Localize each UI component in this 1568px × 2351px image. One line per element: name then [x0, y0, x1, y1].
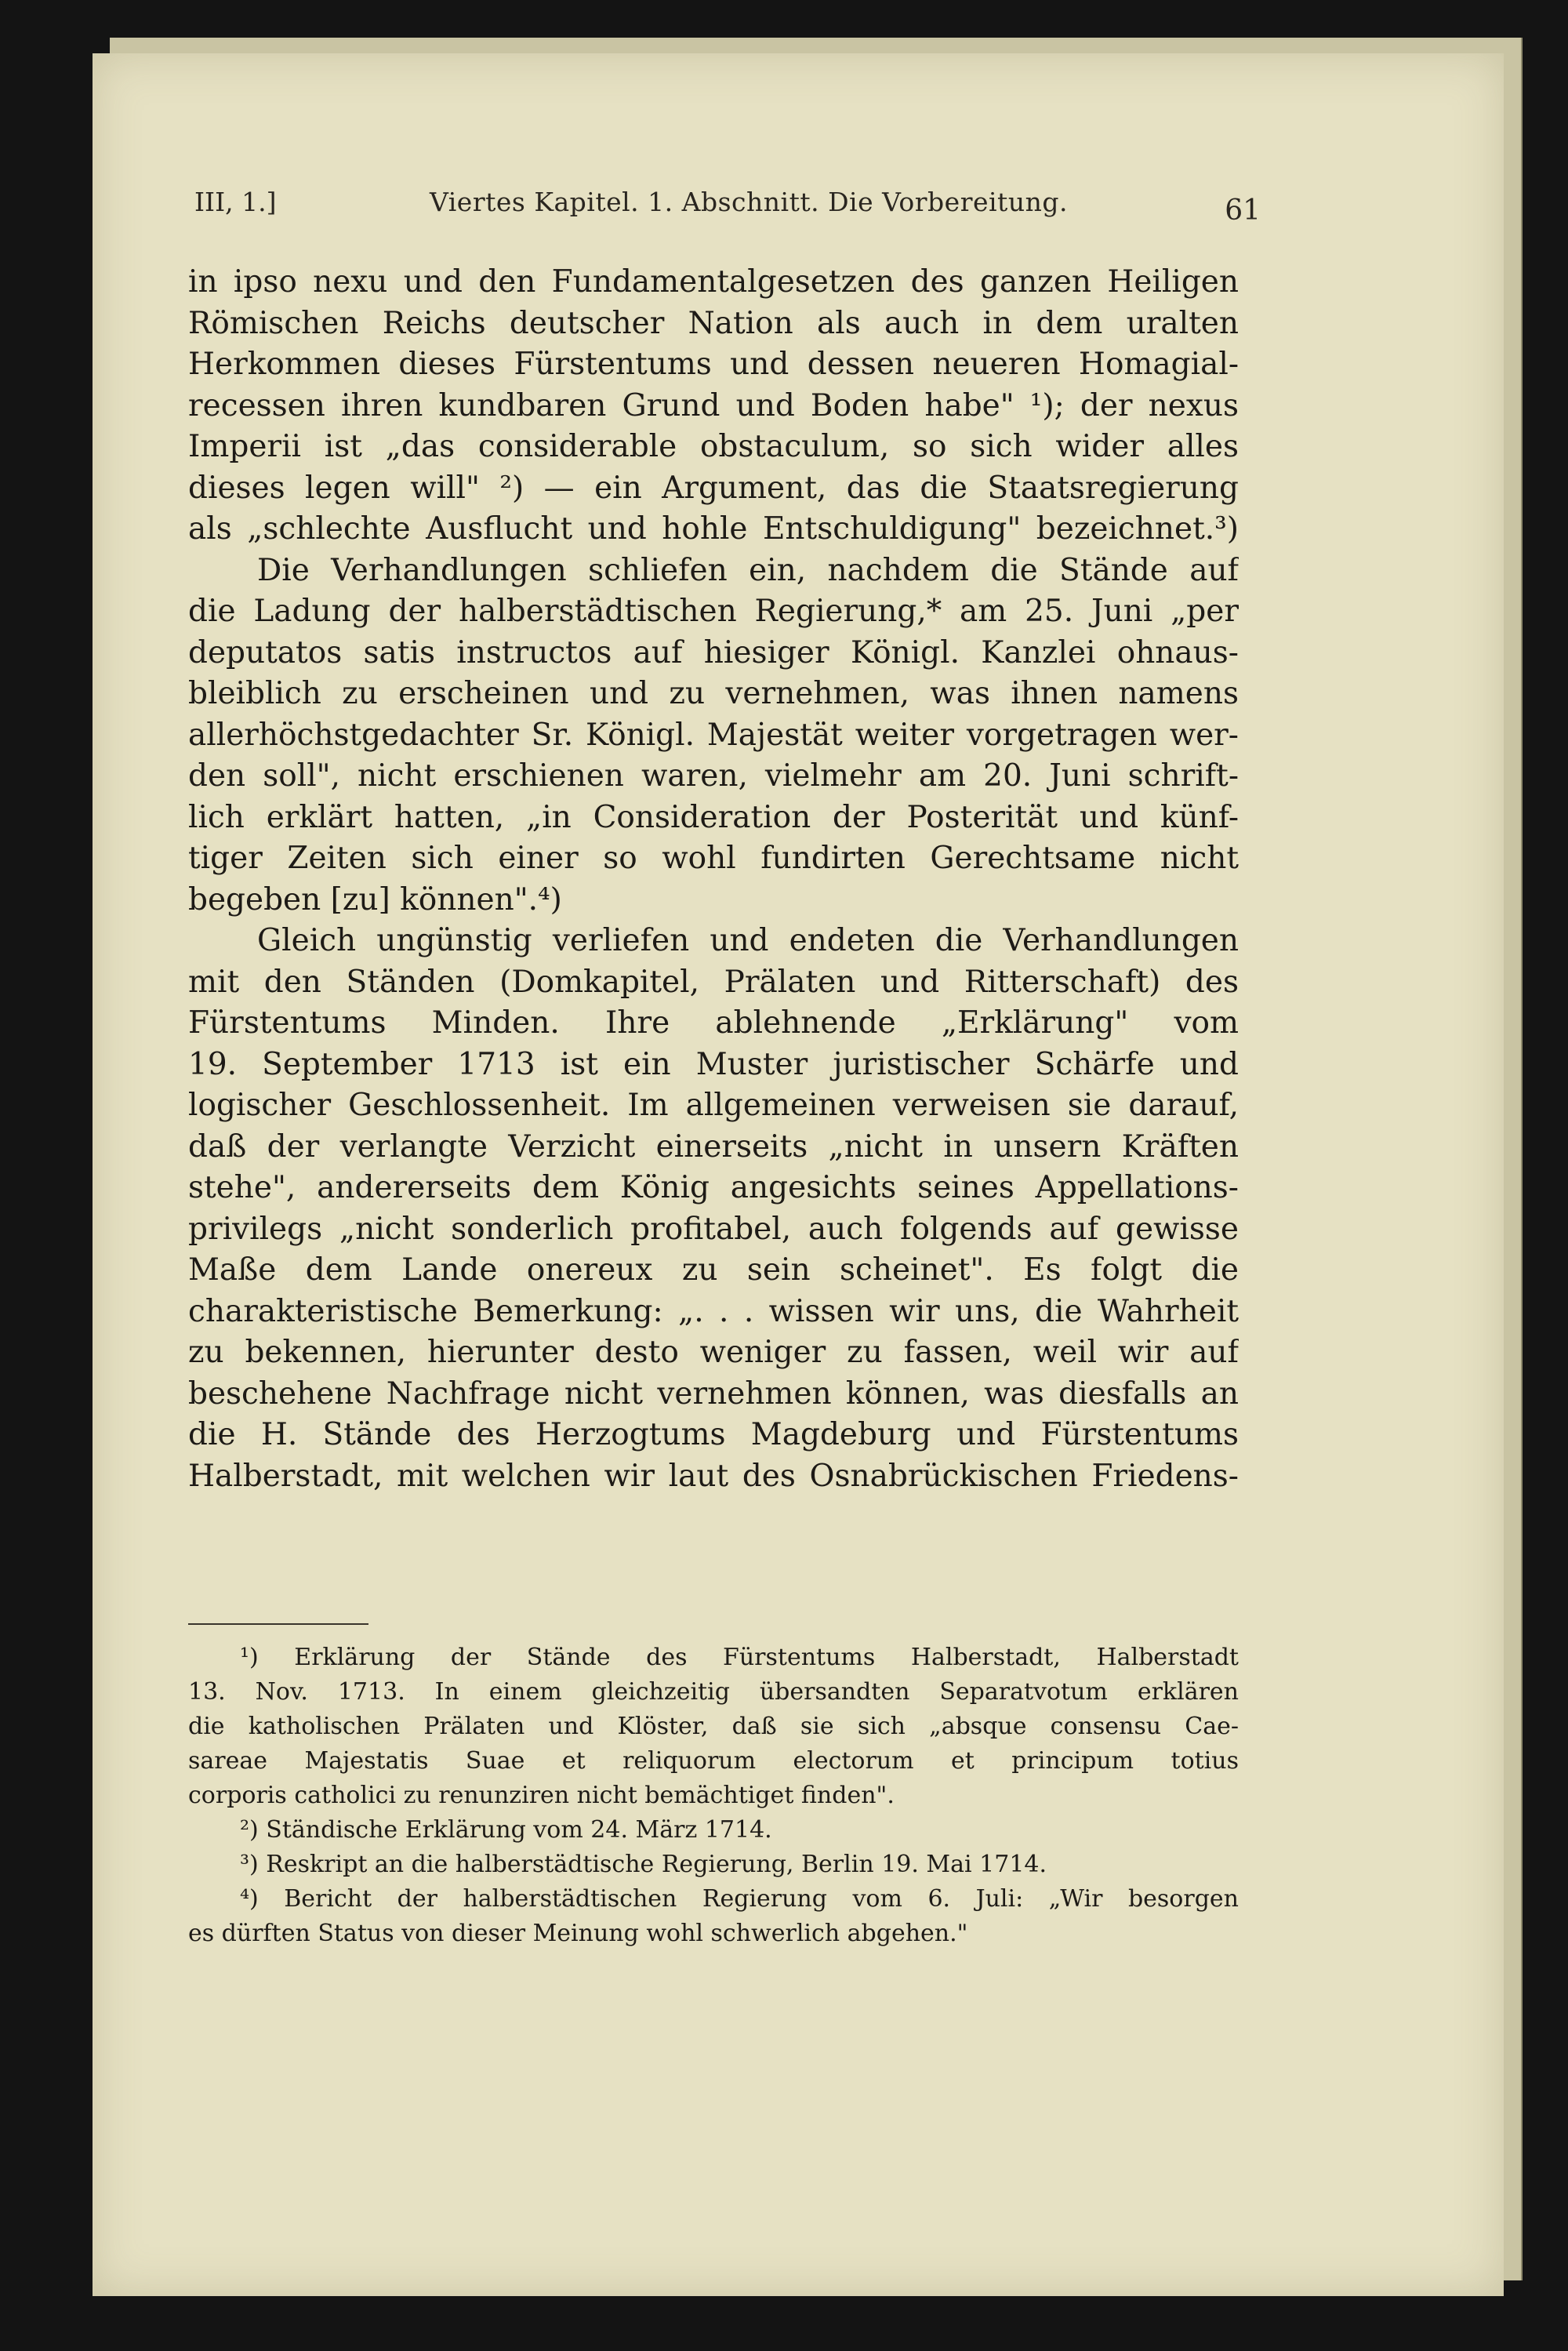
- text-line: in ipso nexu und den Fundamentalgesetzen des ganzen Heiligen: [188, 264, 1239, 300]
- page-number: 61: [1225, 194, 1261, 227]
- text-line: bleiblich zu erscheinen und zu vernehmen, was ihnen namens: [188, 676, 1239, 711]
- footnote-line: ⁴) Bericht der halberstädtischen Regierung vom 6. Juli: „Wir besorgen: [240, 1885, 1239, 1913]
- footnote-line: ²) Ständische Erklärung vom 24. März 1714.: [240, 1816, 772, 1844]
- text-line: lich erklärt hatten, „in Consideration der Posterität und künf-: [188, 799, 1239, 835]
- text-line: Die Verhandlungen schliefen ein, nachdem die Stände auf: [257, 552, 1239, 588]
- chapter-title: Viertes Kapitel. 1. Abschnitt. Die Vorbereitung.: [430, 187, 1068, 217]
- text-line: recessen ihren kundbaren Grund und Boden habe" ¹); der nexus: [188, 387, 1239, 423]
- footnote-line: 13. Nov. 1713. In einem gleichzeitig übersandten Separatvotum erklären: [188, 1678, 1239, 1706]
- text-line: Römischen Reichs deutscher Nation als auch in dem uralten: [188, 305, 1239, 341]
- text-line: die Ladung der halberstädtischen Regierung,* am 25. Juni „per: [188, 594, 1239, 629]
- footnote-line: die katholischen Prälaten und Klöster, daß sie sich „absque consensu Cae-: [188, 1713, 1239, 1740]
- text-line: Fürstentums Minden. Ihre ablehnende „Erklärung" vom: [188, 1005, 1239, 1041]
- text-line: logischer Geschlossenheit. Im allgemeinen verweisen sie darauf,: [188, 1088, 1239, 1123]
- text-line: Halberstadt, mit welchen wir laut des Osnabrückischen Friedens-: [188, 1458, 1239, 1494]
- text-line: beschehene Nachfrage nicht vernehmen können, was diesfalls an: [188, 1375, 1239, 1412]
- text-line: daß der verlangte Verzicht einerseits „nicht in unsern Kräften: [188, 1128, 1239, 1165]
- main-text: [188, 262, 1239, 1497]
- footnote-line: ¹) Erklärung der Stände des Fürstentums Halberstadt, Halberstadt: [240, 1644, 1239, 1671]
- text-line: tiger Zeiten sich einer so wohl fundirten Gerechtsame nicht: [188, 841, 1239, 876]
- text-line: charakteristische Bemerkung: „. . . wissen wir uns, die Wahrheit: [188, 1293, 1239, 1329]
- text-line: mit den Ständen (Domkapitel, Prälaten und Ritterschaft) des: [188, 964, 1239, 1000]
- text-line: die H. Stände des Herzogtums Magdeburg und Fürstentums: [188, 1417, 1239, 1452]
- text-line: zu bekennen, hierunter desto weniger zu fassen, weil wir auf: [188, 1335, 1239, 1370]
- text-line: stehe", andererseits dem König angesichts seines Appellations-: [188, 1170, 1239, 1205]
- text-line: 19. September 1713 ist ein Muster juristischer Schärfe und: [188, 1046, 1239, 1082]
- footnote-line: sareae Majestatis Suae et reliquorum electorum et principum totius: [188, 1747, 1239, 1775]
- section-marker: III, 1.]: [194, 187, 277, 217]
- text-line: privilegs „nicht sonderlich profitabel, auch folgends auf gewisse: [188, 1211, 1239, 1247]
- text-line: als „schlechte Ausflucht und hohle Entschuldigung" bezeichnet.³): [188, 511, 1239, 547]
- running-head: [194, 187, 1261, 234]
- footnote-line: ³) Reskript an die halberstädtische Regierung, Berlin 19. Mai 1714.: [240, 1851, 1047, 1878]
- text-line: den soll", nicht erschienen waren, vielmehr am 20. Juni schrift-: [188, 758, 1239, 794]
- footnote-line: es dürften Status von dieser Meinung wohl schwerlich abgehen.": [188, 1920, 968, 1947]
- footnotes: [188, 1641, 1239, 1951]
- text-line: dieses legen will" ²) — ein Argument, das die Staatsregierung: [188, 470, 1239, 506]
- text-line: Imperii ist „das considerable obstaculum, so sich wider alles: [188, 429, 1239, 464]
- text-line: Maße dem Lande onereux zu sein scheinet". Es folgt die: [188, 1252, 1239, 1288]
- text-line: allerhöchstgedachter Sr. Königl. Majestät weiter vorgetragen wer-: [188, 717, 1239, 753]
- text-line: Herkommen dieses Fürstentums und dessen neueren Homagial-: [188, 347, 1239, 382]
- text-line: deputatos satis instructos auf hiesiger Königl. Kanzlei ohnaus-: [188, 634, 1239, 670]
- text-line: begeben [zu] können".⁴): [188, 881, 562, 918]
- footnote-line: corporis catholici zu renunziren nicht bemächtiget finden".: [188, 1782, 895, 1809]
- text-line: Gleich ungünstig verliefen und endeten die Verhandlungen: [257, 923, 1239, 958]
- footnote-divider: [188, 1623, 368, 1625]
